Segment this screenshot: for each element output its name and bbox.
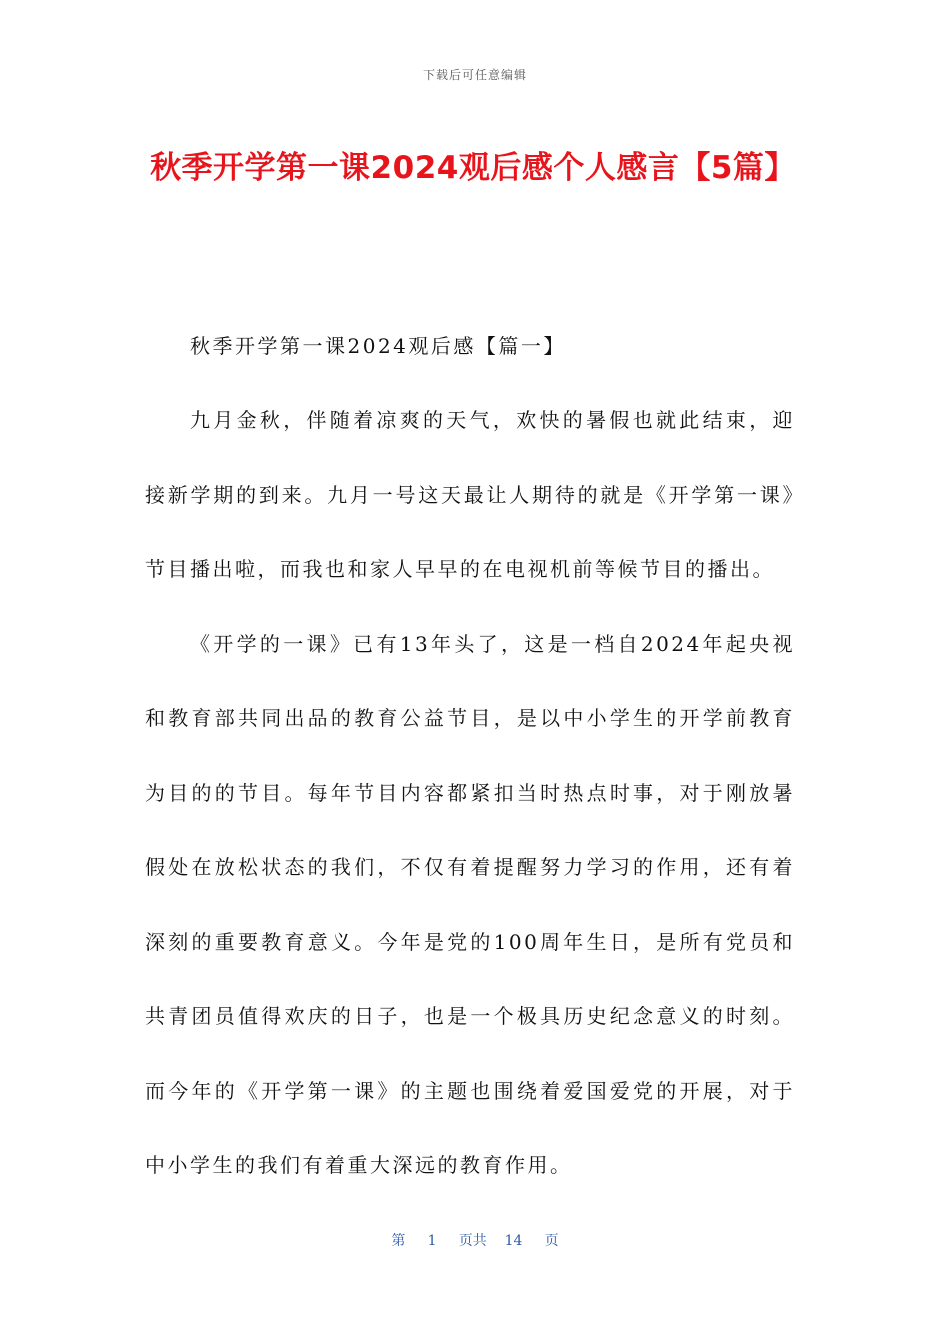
page-footer — [0, 1230, 950, 1250]
current-page-number: 1 — [427, 1233, 437, 1249]
paragraph-2: 《开学的一课》已有13年头了，这是一档自2024年起央视和教育部共同出品的教育公益节目，是以中小学生的开学前教育为目的的节目。每年节目内容都紧扣当时热点时事，对于刚放暑假处在放松状态的我们，不仅有着提醒努力学习的作用，还有着深刻的重要教育意义。今年是党的100周年生日，是所有党员和共青团员值得欢庆的日子，也是一个极具历史纪念意义的时刻。而今年的《开学第一课》的主题也围绕着爱国爱党的开展，对于中小学生的我们有着重大深远的教育作用。 — [145, 631, 795, 1177]
header-note: 下载后可任意编辑 — [422, 68, 527, 82]
paragraph-1: 九月金秋，伴随着凉爽的天气，欢快的暑假也就此结束，迎接新学期的到来。九月一号这天最让人期待的就是《开学第一课》节目播出啦，而我也和家人早早的在电视机前等候节目的播出。 — [145, 408, 795, 581]
section-heading-text: 秋季开学第一课2024观后感【篇一】 — [190, 334, 566, 358]
body-paragraphs — [145, 383, 795, 1203]
document-title: 秋季开学第一课2024观后感个人感言【5篇】 — [150, 150, 796, 186]
page-label-prefix: 第 — [391, 1233, 406, 1249]
page-label-middle: 页共 — [458, 1233, 487, 1249]
page-label-suffix: 页 — [544, 1233, 559, 1249]
total-pages-number: 14 — [504, 1233, 523, 1249]
section-heading — [145, 309, 795, 384]
